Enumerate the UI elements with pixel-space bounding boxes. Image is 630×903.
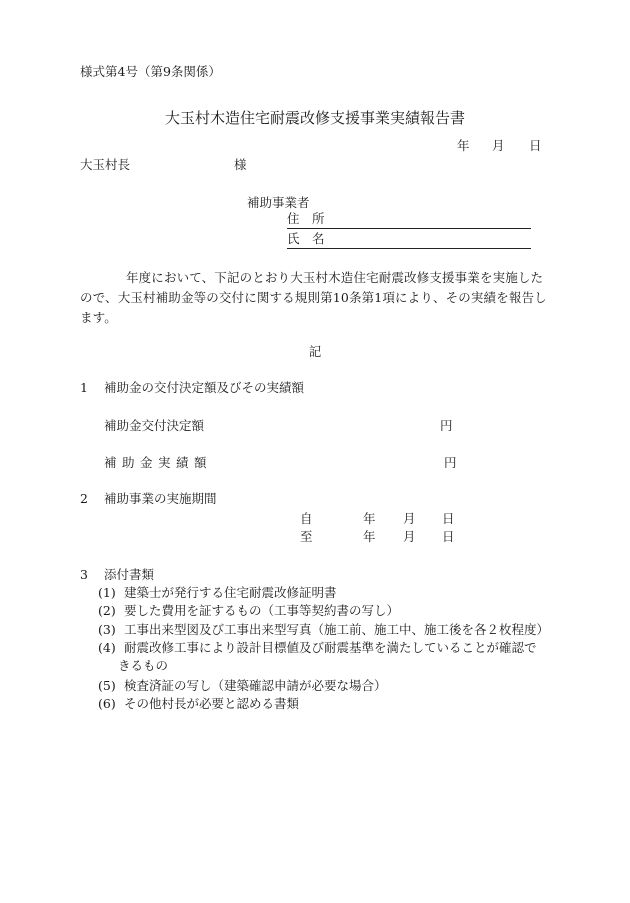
name-label: 氏 名 [287,230,325,246]
grant-actual-unit: 円 [444,455,457,470]
attachment-3-number: (3) [98,622,116,637]
attachment-5-text: 検査済証の写し（建築確認申請が必要な場合） [124,678,387,693]
date-day-label: 日 [529,138,542,153]
attachment-4-text: 耐震改修工事により設計目標値及び耐震基準を満たしていることが確認で [124,640,537,655]
period-from-year: 年 [363,511,376,526]
attachment-1-number: (1) [98,585,116,600]
attachment-2-text: 要した費用を証するもの（工事等契約書の写し） [124,603,400,618]
address-field[interactable] [287,212,531,229]
attachment-2-number: (2) [98,603,116,618]
section2-title: 補助事業の実施期間 [104,491,217,506]
document-title: 大玉村木造住宅耐震改修支援事業実績報告書 [164,109,465,127]
ki-heading: 記 [308,344,322,359]
form-number: 様式第4号（第9条関係） [80,64,221,79]
attachment-3-text: 工事出来型図及び工事出来型写真（施工前、施工中、施工後を各２枚程度） [124,622,550,637]
addressee-honorific: 様 [234,157,247,172]
period-to-label: 至 [300,529,313,544]
attachment-5-number: (5) [98,678,116,693]
attachment-6-text: その他村長が必要と認める書類 [124,696,300,711]
section1-title: 補助金の交付決定額及びその実績額 [104,380,305,395]
attachment-1-text: 建築士が発行する住宅耐震改修証明書 [124,585,337,600]
attachment-4-number: (4) [98,640,116,655]
period-to-day: 日 [442,529,455,544]
section3-number: 3 [80,567,88,582]
grant-decision-label: 補助金交付決定額 [104,418,205,433]
date-month-label: 月 [492,138,505,153]
section1-number: 1 [80,380,88,395]
attachment-6-number: (6) [98,696,116,711]
addressee-name: 大玉村長 [80,157,131,172]
report-body-text: 年度において、下記のとおり大玉村木造住宅耐震改修支援事業を実施したので、大玉村補助金等の交付に関する規則第10条第1項により、その実績を報告します。 [80,270,547,325]
section2-number: 2 [80,491,88,506]
name-field[interactable] [287,232,531,249]
applicant-label: 補助事業者 [247,195,310,210]
period-from-month: 月 [403,511,416,526]
period-from-day: 日 [442,511,455,526]
grant-decision-unit: 円 [440,418,453,433]
period-to-year: 年 [363,529,376,544]
period-from-label: 自 [300,511,313,526]
date-year-label: 年 [457,138,470,153]
period-to-month: 月 [403,529,416,544]
attachment-4-text-continued: きるもの [118,658,169,673]
grant-actual-label: 補助金実績額 [104,455,213,470]
section3-title: 添付書類 [104,567,155,582]
address-label: 住 所 [287,210,325,226]
